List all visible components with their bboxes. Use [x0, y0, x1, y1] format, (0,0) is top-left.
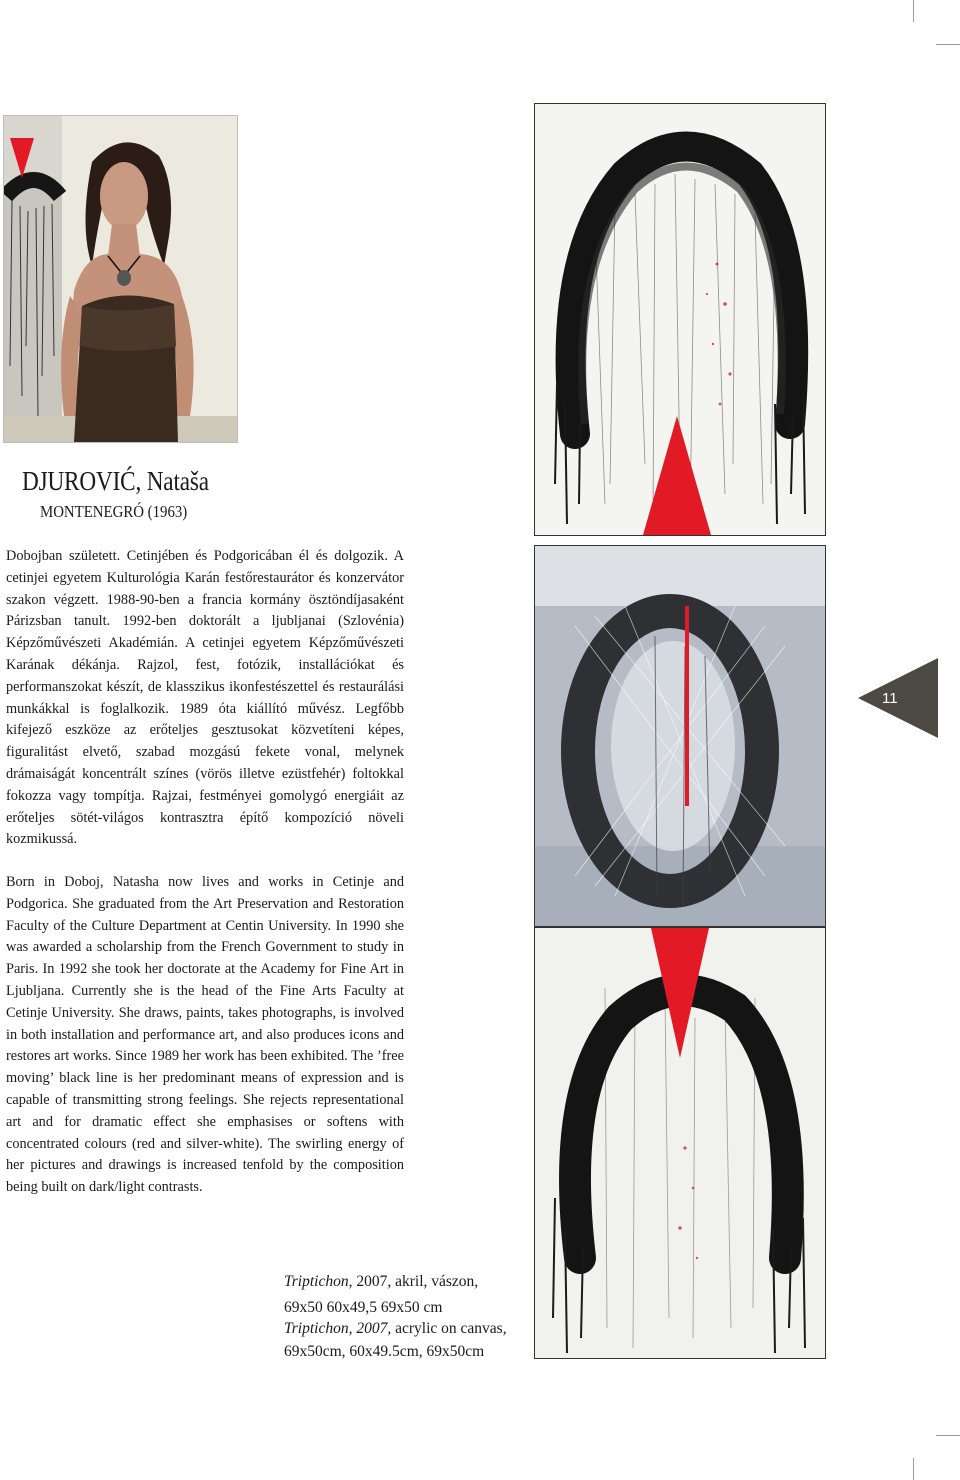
caption-hu-details: 2007, akril, vászon,	[352, 1273, 479, 1290]
caption-english	[284, 1320, 507, 1338]
caption-en-dimensions: 69x50cm, 60x49.5cm, 69x50cm	[284, 1343, 485, 1360]
caption-en-details: acrylic on canvas,	[391, 1320, 507, 1337]
artwork-panel-top	[534, 103, 826, 536]
crop-mark	[913, 1458, 914, 1480]
artwork-panel-bottom	[534, 927, 826, 1359]
caption-hu-dimensions: 69x50 60x49,5 69x50 cm	[284, 1299, 443, 1316]
crop-mark	[936, 44, 960, 45]
artist-portrait	[3, 115, 238, 443]
artwork-panel-middle	[534, 545, 826, 927]
artwork-painting-middle	[535, 546, 825, 926]
artist-origin: MONTENEGRÓ (1963)	[40, 502, 188, 521]
crop-mark	[936, 1435, 960, 1436]
bio-english: Born in Doboj, Natasha now lives and works in Cetinje and Podgorica. She graduated from the Art Preservation and Restoration Faculty of the Culture Department at Centin University. In 1990 she was awarded a scholarship from the French Government to study in Paris. In 1992 she took her doctorate at the Academy for Fine Art in Ljubljana. Currently she is the head of the Fine Arts Faculty at Cetinje University. She draws, paints, takes photographs, is involved in both installation and performance art, and also produces icons and restores art works. Since 1989 her work has been exhibited. The ’free moving’ black line is her predominant means of expression and is capable of transmitting strong feelings. She rejects representational art and for dramatic effect she emphasises or softens with concentrated colours (red and silver-white). The swirling energy of her pictures and drawings is increased tenfold by the composition being built on dark/light contrasts.	[6, 874, 404, 1196]
page-number-tab	[858, 658, 938, 738]
artist-name: DJUROVIĆ, Nataša	[22, 466, 209, 496]
portrait-illustration	[4, 116, 237, 442]
caption-hu-title: Triptichon,	[284, 1273, 353, 1290]
caption-hungarian	[284, 1273, 478, 1291]
artwork-painting-top	[535, 104, 825, 535]
crop-mark	[913, 0, 914, 22]
bio-hungarian: Dobojban született. Cetinjében és Podgoricában él és dolgozik. A cetinjei egyetem Kulturológia Karán festőrestaurátor és konzervátor szakon végzett. 1988-90-ben a francia kormány ösztöndíjasaként Párizsban tanult. 1992-ben doktorált a ljubljanai (Szlovénia) Képzőművészeti Akadémián. A cetinjei egyetem Képzőművészeti Karának dékánja. Rajzol, fest, fotózik, installációkat és performanszokat készít, de klasszikus ikonfestészettel és restaurálási munkákkal is foglalkozik. 1989 óta kiállító művész. Legfőbb kifejező eszköze az erőteljes gesztusokat közvetíteni képes, figuralitást elvető, szabad mozgású fekete vonal, melynek drámaiságát koncentrált színes (vörös illetve ezüstfehér) foltokkal fokozza vagy tompítja. Rajzai, festményei gomolygó energiáit az erőteljes sötét-világos kontrasztra építő kompozíció növeli kozmikussá.	[6, 548, 404, 848]
caption-en-title: Triptichon, 2007,	[284, 1320, 392, 1337]
artwork-painting-bottom	[535, 928, 825, 1358]
page-number: 11	[882, 690, 898, 707]
